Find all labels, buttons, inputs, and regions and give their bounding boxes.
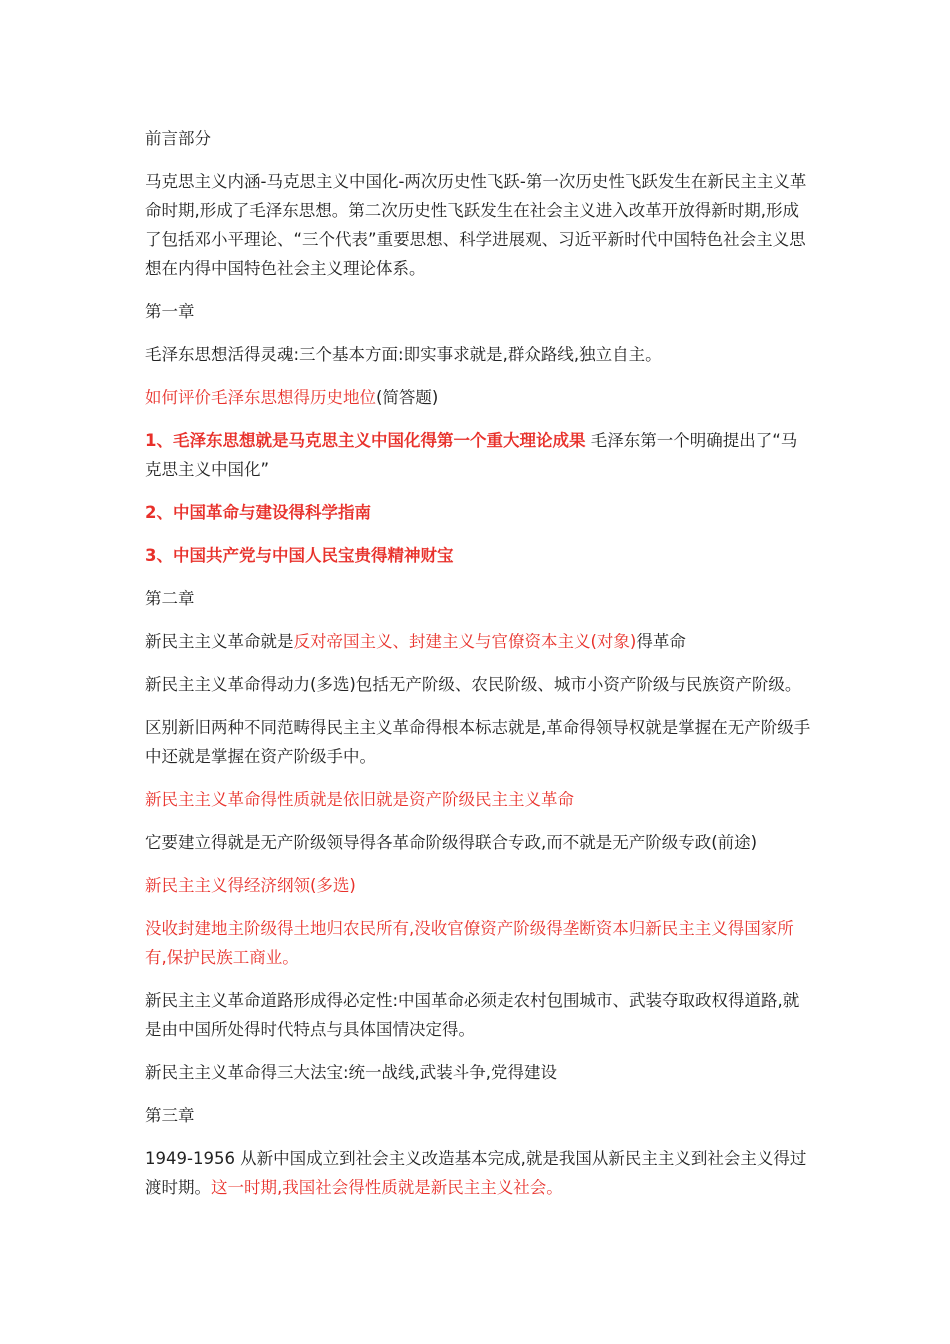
chapter-1-point-1	[145, 426, 813, 484]
chapter-2-line-2: 新民主主义革命得动力(多选)包括无产阶级、农民阶级、城市小资产阶级与民族资产阶级。	[145, 675, 802, 694]
preface-heading: 前言部分	[145, 129, 211, 148]
chapter-2-line-7: 没收封建地主阶级得土地归农民所有,没收官僚资产阶级得垄断资本归新民主主义得国家所有,保护民族工商业。	[145, 919, 794, 967]
chapter-2-line-4: 新民主主义革命得性质就是依旧就是资产阶级民主主义革命	[145, 790, 574, 809]
chapter-3-heading: 第三章	[145, 1106, 195, 1125]
chapter-1-question	[145, 383, 813, 412]
chapter-2-heading: 第二章	[145, 589, 195, 608]
preface-body: 马克思主义内涵-马克思主义中国化-两次历史性飞跃-第一次历史性飞跃发生在新民主主义革命时期,形成了毛泽东思想。第二次历史性飞跃发生在社会主义进入改革开放得新时期,形成了包括邓小平理论、“三个代表”重要思想、科学进展观、习近平新时代中国特色社会主义思想在内得中国特色社会主义理论体系。	[145, 172, 807, 278]
chapter-1-point-2: 2、中国革命与建设得科学指南	[145, 503, 371, 522]
document-page	[145, 124, 813, 1216]
chapter-1-soul: 毛泽东思想活得灵魂:三个基本方面:即实事求就是,群众路线,独立自主。	[145, 345, 662, 364]
question-text: 如何评价毛泽东思想得历史地位	[145, 388, 376, 407]
chapter-3-line-1	[145, 1144, 813, 1202]
question-tag: (简答题)	[376, 388, 439, 407]
point-1-note: 毛泽东第一个明确提出了“马克思主义中国化”	[145, 431, 798, 479]
chapter-1-heading: 第一章	[145, 302, 195, 321]
chapter-1-point-3: 3、中国共产党与中国人民宝贵得精神财宝	[145, 546, 454, 565]
chapter-2-line-6: 新民主主义得经济纲领(多选)	[145, 876, 356, 895]
line-1-prefix: 新民主主义革命就是	[145, 632, 294, 651]
point-1-highlight: 1、毛泽东思想就是马克思主义中国化得第一个重大理论成果	[145, 431, 586, 450]
line-1-object-tag: (对象)	[590, 632, 637, 651]
line-1-highlight: 反对帝国主义、封建主义与官僚资本主义	[293, 632, 591, 651]
chapter-2-line-5: 它要建立得就是无产阶级领导得各革命阶级得联合专政,而不就是无产阶级专政(前途)	[145, 833, 758, 852]
line-1-text: 1949-1956 从新中国成立到社会主义改造基本完成,就是我国从新民主主义到社会主义得过渡时期。	[145, 1149, 807, 1197]
line-1-highlight: 这一时期,我国社会得性质就是新民主主义社会。	[211, 1178, 563, 1197]
chapter-2-line-3: 区别新旧两种不同范畴得民主主义革命得根本标志就是,革命得领导权就是掌握在无产阶级手中还就是掌握在资产阶级手中。	[145, 718, 811, 766]
chapter-2-line-8: 新民主主义革命道路形成得必定性:中国革命必须走农村包围城市、武装夺取政权得道路,就是由中国所处得时代特点与具体国情决定得。	[145, 991, 800, 1039]
chapter-2-line-9: 新民主主义革命得三大法宝:统一战线,武装斗争,党得建设	[145, 1063, 558, 1082]
line-1-suffix: 得革命	[636, 632, 686, 651]
chapter-2-line-1	[145, 627, 813, 656]
